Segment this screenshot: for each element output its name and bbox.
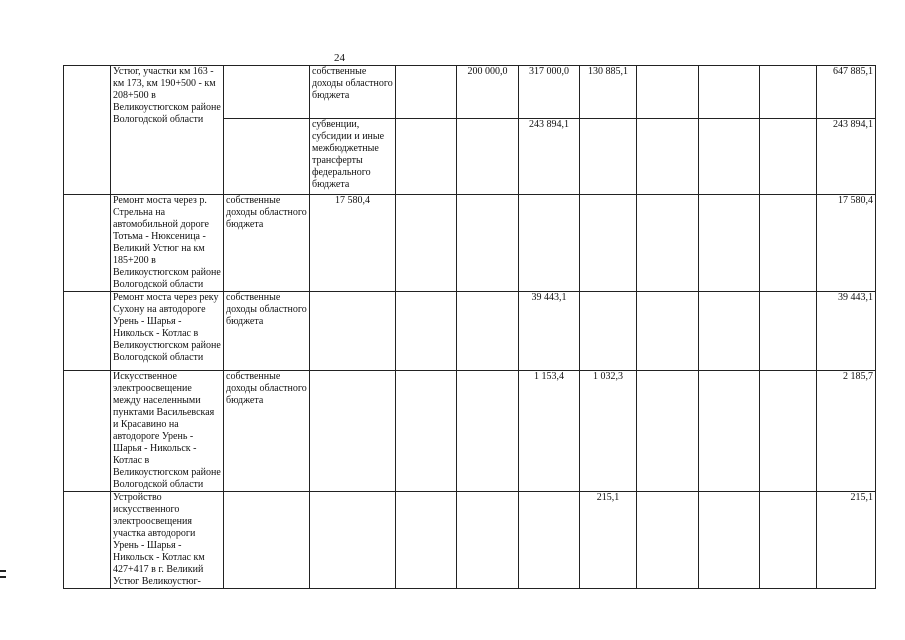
value-cell bbox=[457, 119, 519, 195]
funding-source bbox=[224, 492, 310, 589]
object-name: Устюг, участки км 163 - км 173, км 190+500 - км 208+500 в Великоустюгском районе Вологодской области bbox=[111, 66, 224, 195]
table-row bbox=[64, 66, 876, 119]
empty-cell bbox=[760, 292, 817, 371]
empty-cell bbox=[760, 195, 817, 292]
funding-source: собственные доходы областного бюджета bbox=[224, 371, 310, 492]
total-cell: 647 885,1 bbox=[817, 66, 876, 119]
value-cell bbox=[396, 292, 457, 371]
value-cell: 243 894,1 bbox=[519, 119, 580, 195]
row-marker-cell bbox=[64, 371, 111, 492]
value-cell bbox=[519, 195, 580, 292]
empty-cell bbox=[310, 371, 396, 492]
empty-cell bbox=[310, 492, 396, 589]
row-marker-cell bbox=[64, 195, 111, 292]
value-cell bbox=[457, 492, 519, 589]
row-marker-cell bbox=[64, 66, 111, 195]
table-row bbox=[64, 292, 876, 371]
empty-cell bbox=[699, 66, 760, 119]
value-cell: 215,1 bbox=[580, 492, 637, 589]
total-cell: 215,1 bbox=[817, 492, 876, 589]
empty-cell bbox=[637, 195, 699, 292]
empty-cell bbox=[699, 371, 760, 492]
table-row bbox=[64, 371, 876, 492]
value-cell bbox=[457, 195, 519, 292]
object-name: Ремонт моста через р. Стрельна на автомобильной дороге Тотьма - Нюксеница - Великий Устюг на км 185+200 в Великоустюгском районе Вологодской области bbox=[111, 195, 224, 292]
empty-cell bbox=[699, 292, 760, 371]
empty-cell bbox=[224, 119, 310, 195]
value-cell: 17 580,4 bbox=[310, 195, 396, 292]
object-name: Устройство искусственного электроосвещения участка автодороги Урень - Шарья - Никольск - Котлас км 427+417 в г. Великий Устюг Великоустюг- bbox=[111, 492, 224, 589]
value-cell bbox=[396, 492, 457, 589]
value-cell bbox=[580, 119, 637, 195]
value-cell: 317 000,0 bbox=[519, 66, 580, 119]
scan-edge-mark bbox=[0, 576, 6, 578]
empty-cell bbox=[699, 492, 760, 589]
row-marker-cell bbox=[64, 292, 111, 371]
empty-cell bbox=[637, 371, 699, 492]
empty-cell bbox=[699, 195, 760, 292]
empty-cell bbox=[760, 119, 817, 195]
total-cell: 2 185,7 bbox=[817, 371, 876, 492]
funding-source: собственные доходы областного бюджета bbox=[224, 195, 310, 292]
total-cell: 243 894,1 bbox=[817, 119, 876, 195]
value-cell bbox=[396, 119, 457, 195]
value-cell bbox=[580, 292, 637, 371]
funding-source: собственные доходы областного бюджета bbox=[310, 66, 396, 119]
empty-cell bbox=[637, 292, 699, 371]
budget-table bbox=[63, 65, 876, 589]
table-row bbox=[64, 492, 876, 589]
page-number: 24 bbox=[334, 52, 345, 64]
value-cell: 39 443,1 bbox=[519, 292, 580, 371]
empty-cell bbox=[580, 195, 637, 292]
row-marker-cell bbox=[64, 492, 111, 589]
empty-cell bbox=[760, 371, 817, 492]
value-cell bbox=[396, 371, 457, 492]
value-cell bbox=[457, 292, 519, 371]
empty-cell bbox=[699, 119, 760, 195]
value-cell: 200 000,0 bbox=[457, 66, 519, 119]
empty-cell bbox=[637, 119, 699, 195]
value-cell bbox=[396, 195, 457, 292]
funding-source: собственные доходы областного бюджета bbox=[224, 292, 310, 371]
empty-cell bbox=[760, 66, 817, 119]
total-cell: 39 443,1 bbox=[817, 292, 876, 371]
table-row bbox=[64, 195, 876, 292]
value-cell: 1 153,4 bbox=[519, 371, 580, 492]
empty-cell bbox=[310, 292, 396, 371]
empty-cell bbox=[637, 492, 699, 589]
empty-cell bbox=[637, 66, 699, 119]
empty-cell bbox=[760, 492, 817, 589]
value-cell bbox=[519, 492, 580, 589]
value-cell: 130 885,1 bbox=[580, 66, 637, 119]
value-cell bbox=[396, 66, 457, 119]
total-cell: 17 580,4 bbox=[817, 195, 876, 292]
scan-edge-mark bbox=[0, 570, 6, 572]
empty-cell bbox=[224, 66, 310, 119]
value-cell: 1 032,3 bbox=[580, 371, 637, 492]
object-name: Ремонт моста через реку Сухону на автодороге Урень - Шарья - Никольск - Котлас в Великоустюгском районе Вологодской области bbox=[111, 292, 224, 371]
funding-source: субвенции, субсидии и иные межбюджетные трансферты федерального бюджета bbox=[310, 119, 396, 195]
object-name: Искусственное электроосвещение между населенными пунктами Васильевская и Красавино на автодороге Урень - Шарья - Никольск - Котлас в Великоустюгском районе Вологодской области bbox=[111, 371, 224, 492]
value-cell bbox=[457, 371, 519, 492]
